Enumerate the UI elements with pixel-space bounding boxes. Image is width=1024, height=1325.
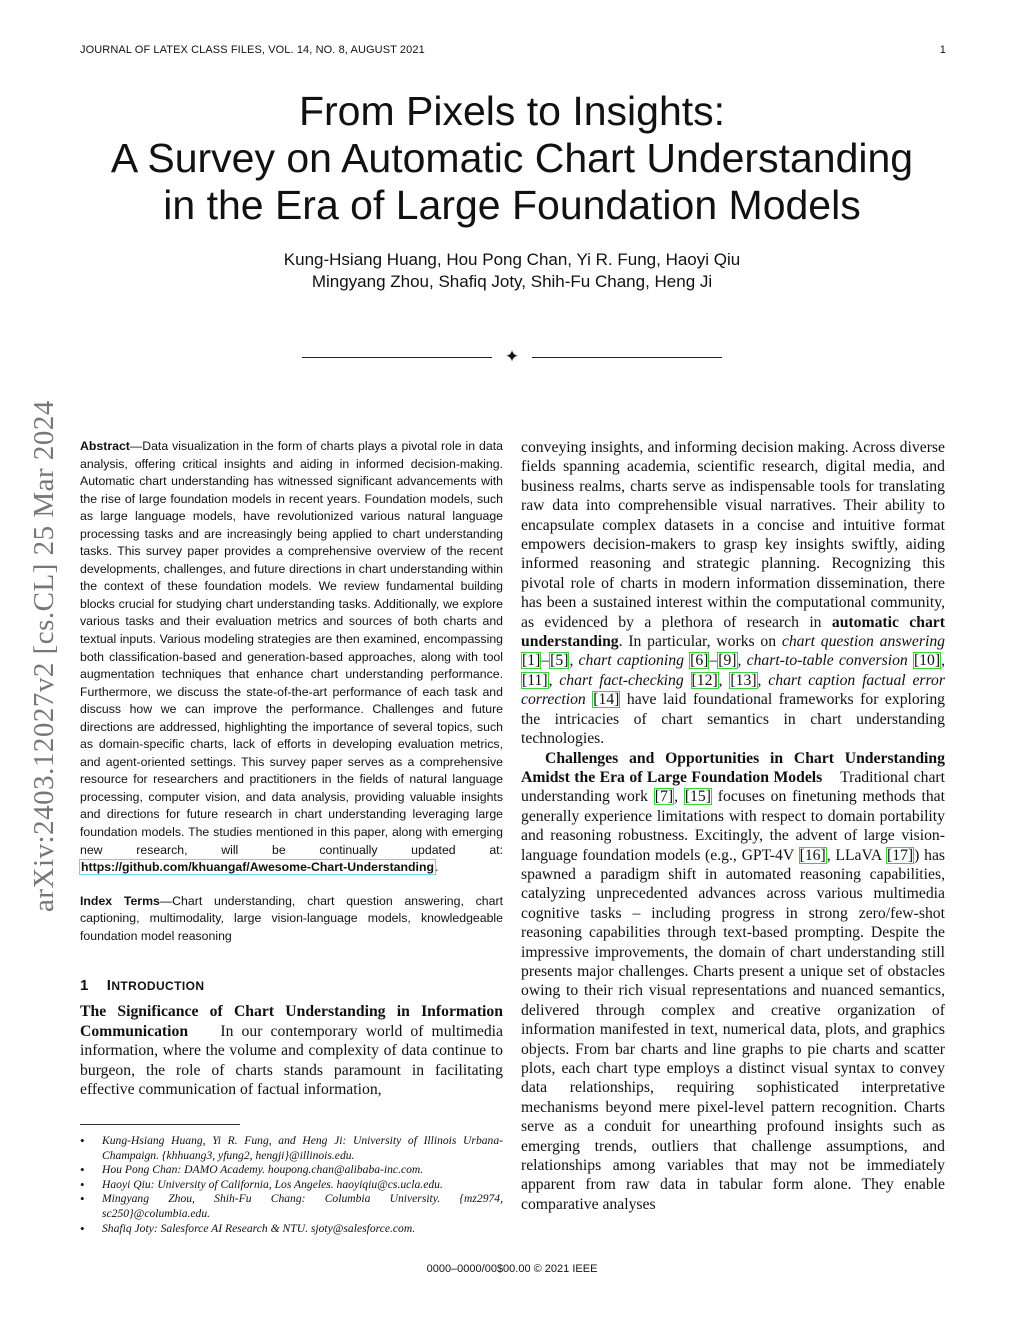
section-heading-introduction (80, 977, 503, 994)
citation-link[interactable]: [1] (522, 652, 541, 670)
punct: , (548, 671, 553, 689)
italic-term: chart fact-checking (559, 671, 684, 689)
author-list (60, 249, 964, 293)
footnote-item: • Mingyang Zhou, Shih-Fu Chang: Columbia University. {mz2974, sc250}@columbia.edu. (80, 1192, 503, 1221)
citation-link[interactable]: [15] (684, 788, 711, 806)
intro-paragraph-1 (80, 1002, 503, 1099)
para-text: conveying insights, and informing decision making. Across diverse fields spanning academia, scientific research, digital media, and business realms, charts serve as indispensable tools for translating raw data into comprehensible visual narratives. Their ability to encapsulate complex datasets in a concise and intuitive format empowers decision-makers to grasp key insights swiftly, aiding informed reasoning and strategic planning. Recognizing this pivotal role of charts in modern information dissemination, there has been a sustained interest within the computational community, as evidenced by a plethora of research in (521, 439, 945, 631)
para-text: focuses on finetuning methods that generally experience limitations with respect to domain portability and reasoning robustness. Excitingly, the advent of large vision-language foundation models (e.g., GPT-4V (521, 788, 946, 864)
citation-link[interactable]: [14] (593, 691, 620, 709)
paper-title (60, 88, 964, 229)
italic-term: chart-to-table conversion (746, 652, 908, 670)
para-text: ) has spawned a paradigm shift in automated reasoning capabilities, catalyzing unprecedented advances across various multimedia cognitive tasks – including progress in strong zero/few-shot reasoning capabilities through text-based prompting. Despite the impressive improvements, the domain of chart understanding still presents major challenges. Charts present a unique set of obstacles owing to their rich visual representations and nuanced semantics, delivered through complex and creative organization of information manifested in text, numerical data, plots, and graphics objects. From bar charts and line graphs to pie charts and scatter plots, each chart type employs a distinct visual syntax to convey data relationships, requiring sophisticated interpretative mechanisms beyond mere pixel-level pattern recognition. Charts serve as a conduit for unearthing profound insights such as emerging trends, outliers that challenge assumptions, and relationships among variables that may not be immediately apparent from raw data in tabular form alone. They enable comparative analyses (521, 846, 946, 1213)
title-line-3: in the Era of Large Foundation Models (163, 182, 861, 228)
citation-link[interactable]: [10] (913, 652, 941, 670)
abstract-dash: — (129, 439, 143, 453)
para-text: Traditional chart understanding work (521, 768, 946, 806)
arxiv-identifier: arXiv:2403.12027v2 [cs.CL] 25 Mar 2024 (28, 400, 60, 912)
index-terms (80, 893, 503, 946)
citation-link[interactable]: [6] (690, 652, 709, 670)
footnote-item: • Kung-Hsiang Huang, Yi R. Fung, and Heng Ji: University of Illinois Urbana-Champaign. {khhuang3, yfung2, hengji}@illinois.edu. (80, 1134, 503, 1163)
footnote-item: • Hou Pong Chan: DAMO Academy. houpong.chan@alibaba-inc.com. (80, 1163, 503, 1178)
para1-text: In our contemporary world of multimedia information, where the volume and complexity of data continue to burgeon, the role of charts stands paramount in facilitating effective communication of factual information, (80, 1022, 503, 1098)
punct: , (757, 671, 762, 689)
citation-link[interactable]: [12] (691, 671, 718, 689)
running-header (80, 44, 946, 56)
footnote-rule (80, 1124, 240, 1125)
abstract-end: . (434, 860, 439, 875)
index-terms-text: Chart understanding, chart question answering, chart captioning, multimodality, large vision-language models, knowledgeable foundation model reasoning (80, 893, 503, 943)
citation-link[interactable]: [5] (550, 652, 569, 670)
intro-paragraph-3 (521, 749, 945, 1215)
abstract-label: Abstract (80, 439, 130, 453)
italic-term: chart captioning (578, 652, 684, 670)
para-text: have laid foundational frameworks for exploring the intricacies of chart semantics in chart understanding technologies. (521, 691, 946, 748)
punct: , (569, 652, 574, 670)
footnote-item: • Shafiq Joty: Salesforce AI Research & NTU. sjoty@salesforce.com. (80, 1222, 503, 1237)
intro-paragraph-2 (521, 438, 945, 749)
punct: , (941, 652, 945, 670)
bold-term: automatic chart understanding (521, 613, 945, 651)
divider-line-right (532, 357, 722, 358)
page-number: 1 (939, 44, 946, 56)
citation-link[interactable]: [11] (522, 671, 548, 689)
punct: – (709, 652, 718, 670)
title-line-1: From Pixels to Insights: (298, 88, 726, 134)
author-line-2: Mingyang Zhou, Shafiq Joty, Shih-Fu Chang, Heng Ji (311, 272, 713, 291)
repository-link[interactable]: https://github.com/khuangaf/Awesome-Chart-Understanding (81, 860, 434, 875)
citation-link[interactable]: [17] (887, 846, 914, 864)
section-first-letter: I (106, 977, 112, 995)
punct: – (541, 652, 550, 670)
abstract (80, 438, 503, 877)
left-column (80, 438, 503, 1099)
citation-link[interactable]: [9] (718, 652, 737, 670)
citation-link[interactable]: [16] (799, 846, 826, 864)
title-divider (302, 346, 722, 370)
index-terms-dash: — (159, 893, 173, 908)
para-text: , LLaVA (826, 846, 882, 864)
para-text: . In particular, works on (618, 633, 777, 651)
punct: , (718, 671, 723, 689)
author-line-1: Kung-Hsiang Huang, Hou Pong Chan, Yi R. Fung, Haoyi Qiu (283, 250, 741, 269)
divider-line-left (302, 357, 492, 358)
affiliation-footnotes (80, 1134, 503, 1236)
para1-lead: The Significance of Chart Understanding in Information Communication (80, 1003, 503, 1040)
arxiv-stamp (28, 355, 60, 945)
punct: , (737, 652, 742, 670)
citation-link[interactable]: [13] (730, 671, 757, 689)
journal-name: JOURNAL OF LATEX CLASS FILES, VOL. 14, NO. 8, AUGUST 2021 (80, 44, 425, 56)
footnote-item: • Haoyi Qiu: University of California, Los Angeles. haoyiqiu@cs.ucla.edu. (80, 1178, 503, 1193)
italic-term: chart question answering (781, 633, 946, 651)
citation-link[interactable]: [7] (654, 788, 674, 806)
index-terms-label: Index Terms (80, 893, 160, 908)
punct: , (674, 788, 678, 806)
section-number: 1 (80, 977, 89, 995)
section-title-rest: NTRODUCTION (111, 979, 205, 994)
para-lead: Challenges and Opportunities in Chart Understanding Amidst the Era of Large Foundation Models (521, 749, 945, 786)
copyright-notice: 0000–0000/00$00.00 © 2021 IEEE (426, 1263, 598, 1275)
italic-term: chart caption factual error correction (521, 671, 945, 709)
title-line-2: A Survey on Automatic Chart Understanding (110, 135, 914, 181)
right-column (521, 438, 945, 1214)
abstract-text: Data visualization in the form of charts plays a pivotal role in data analysis, offering critical insights and aiding in informed decision-making. Automatic chart understanding has witnessed significant advancements with the rise of large foundation models in recent years. Foundation models, such as large language models, have revolutionized various natural language processing tasks and are increasingly being applied to chart understanding tasks. This survey paper provides a comprehensive overview of the recent developments, challenges, and future directions in chart understanding within the context of these foundation models. We review fundamental building blocks crucial for studying chart understanding tasks. Additionally, we explore various tasks and their evaluation metrics and sources of both charts and textual inputs. Various modeling strategies are then examined, encompassing both classification-based and generation-based approaches, along with tool augmentation techniques that enhance chart understanding performance. Furthermore, we discuss the state-of-the-art performance of each task and discuss how we can improve the performance. Challenges and future directions are addressed, highlighting the importance of several topics, such as domain-specific charts, lack of efforts in developing evaluation metrics, and agent-oriented settings. This survey paper serves as a comprehensive resource for researchers and practitioners in the fields of natural language processing, computer vision, and data analysis, providing valuable insights and directions for future research in chart understanding leveraging large foundation models. The studies mentioned in this paper, along with emerging new research, will be continually updated at: (80, 439, 503, 857)
divider-star-icon: ✦ (504, 347, 520, 366)
